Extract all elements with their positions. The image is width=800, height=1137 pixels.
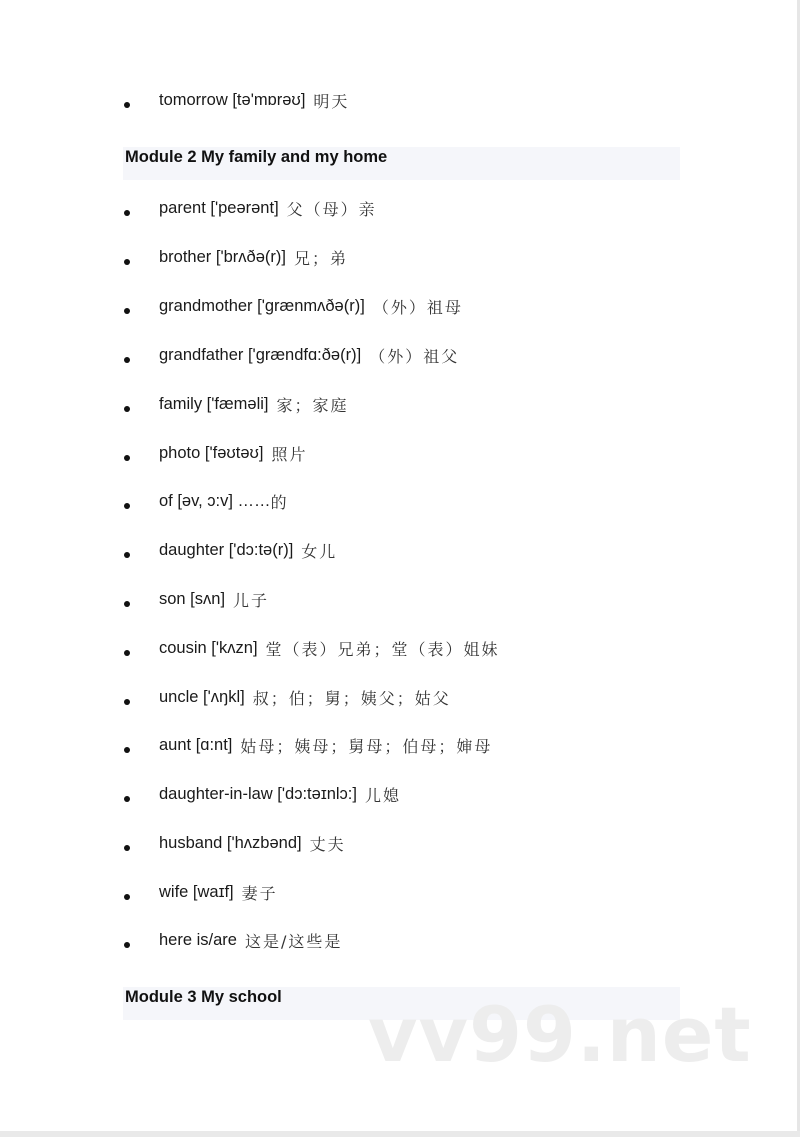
vocab-meaning: 姑母；姨母；舅母；伯母；婶母 [240, 736, 493, 756]
list-item [124, 535, 337, 565]
bullet-icon [124, 601, 130, 607]
vocab-word: daughter ['dɔ:tə(r)] [159, 540, 294, 559]
vocab-word: wife [waɪf] [159, 882, 234, 901]
list-item [124, 925, 342, 955]
vocab-word: of [əv, ɔ:v] …… [159, 491, 271, 510]
vocab-meaning: （外）祖父 [369, 346, 460, 366]
vocab-word: grandmother ['grænmʌðə(r)] [159, 296, 365, 315]
vocab-word: aunt [ɑ:nt] [159, 735, 233, 754]
bullet-icon [124, 796, 130, 802]
list-item [124, 682, 451, 712]
vocab-meaning: 家；家庭 [276, 395, 349, 415]
vocab-word: cousin ['kʌzn] [159, 638, 258, 657]
list-item [124, 730, 492, 760]
list-item [124, 486, 289, 516]
vocab-meaning: 儿子 [233, 590, 270, 610]
bullet-icon [124, 747, 130, 753]
module-2-heading: Module 2 My family and my home [123, 147, 680, 180]
vocab-word: parent ['peərənt] [159, 198, 279, 217]
vocab-meaning: 这是/这些是 [244, 931, 343, 951]
bullet-icon [124, 942, 130, 948]
list-item [124, 584, 269, 614]
list-item [124, 389, 349, 419]
vocab-meaning: 堂（表）兄弟；堂（表）姐妹 [265, 639, 500, 659]
list-item [124, 828, 346, 858]
list-item [124, 877, 278, 907]
vocab-meaning: 女儿 [301, 541, 338, 561]
vocab-word: photo ['fəʊtəʊ] [159, 443, 264, 462]
bullet-icon [124, 894, 130, 900]
list-item [124, 779, 401, 809]
bullet-icon [124, 455, 130, 461]
bullet-icon [124, 552, 130, 558]
list-item [124, 193, 377, 223]
bullet-icon [124, 357, 130, 363]
vocab-meaning: 妻子 [241, 883, 278, 903]
bullet-icon [124, 308, 130, 314]
bullet-icon [124, 210, 130, 216]
bullet-icon [124, 503, 130, 509]
bullet-icon [124, 406, 130, 412]
vocab-word: uncle ['ʌŋkl] [159, 687, 245, 706]
page-bottom-edge [0, 1131, 800, 1137]
bullet-icon [124, 845, 130, 851]
module-3-heading: Module 3 My school [123, 987, 680, 1020]
vocab-meaning: 父（母）亲 [286, 199, 377, 219]
vocab-meaning: 儿媳 [364, 785, 401, 805]
vocab-word: tomorrow [tə'mɒrəʊ] [159, 90, 306, 109]
vocab-meaning: 丈夫 [309, 834, 346, 854]
vocab-meaning: 明天 [313, 91, 350, 111]
vocab-word: daughter-in-law ['dɔ:təɪnlɔ:] [159, 784, 357, 803]
vocab-meaning: 的 [270, 492, 289, 512]
watermark-text: vv99.net [368, 990, 752, 1079]
list-item-tomorrow [124, 85, 349, 115]
vocab-word: here is/are [159, 930, 237, 949]
list-item [124, 291, 463, 321]
vocab-word: son [sʌn] [159, 589, 226, 608]
list-item [124, 633, 500, 663]
list-item [124, 340, 459, 370]
bullet-icon [124, 102, 130, 108]
vocab-meaning: （外）祖母 [372, 297, 463, 317]
list-item [124, 242, 348, 272]
vocab-word: family ['fæməli] [159, 394, 269, 413]
vocab-meaning: 叔；伯；舅；姨父；姑父 [252, 688, 451, 708]
vocab-word: brother ['brʌðə(r)] [159, 247, 286, 266]
bullet-icon [124, 259, 130, 265]
list-item [124, 438, 308, 468]
vocab-word: grandfather ['grændfɑ:ðə(r)] [159, 345, 362, 364]
bullet-icon [124, 650, 130, 656]
vocab-meaning: 兄；弟 [293, 248, 348, 268]
vocab-meaning: 照片 [271, 444, 308, 464]
bullet-icon [124, 699, 130, 705]
vocab-word: husband ['hʌzbənd] [159, 833, 302, 852]
